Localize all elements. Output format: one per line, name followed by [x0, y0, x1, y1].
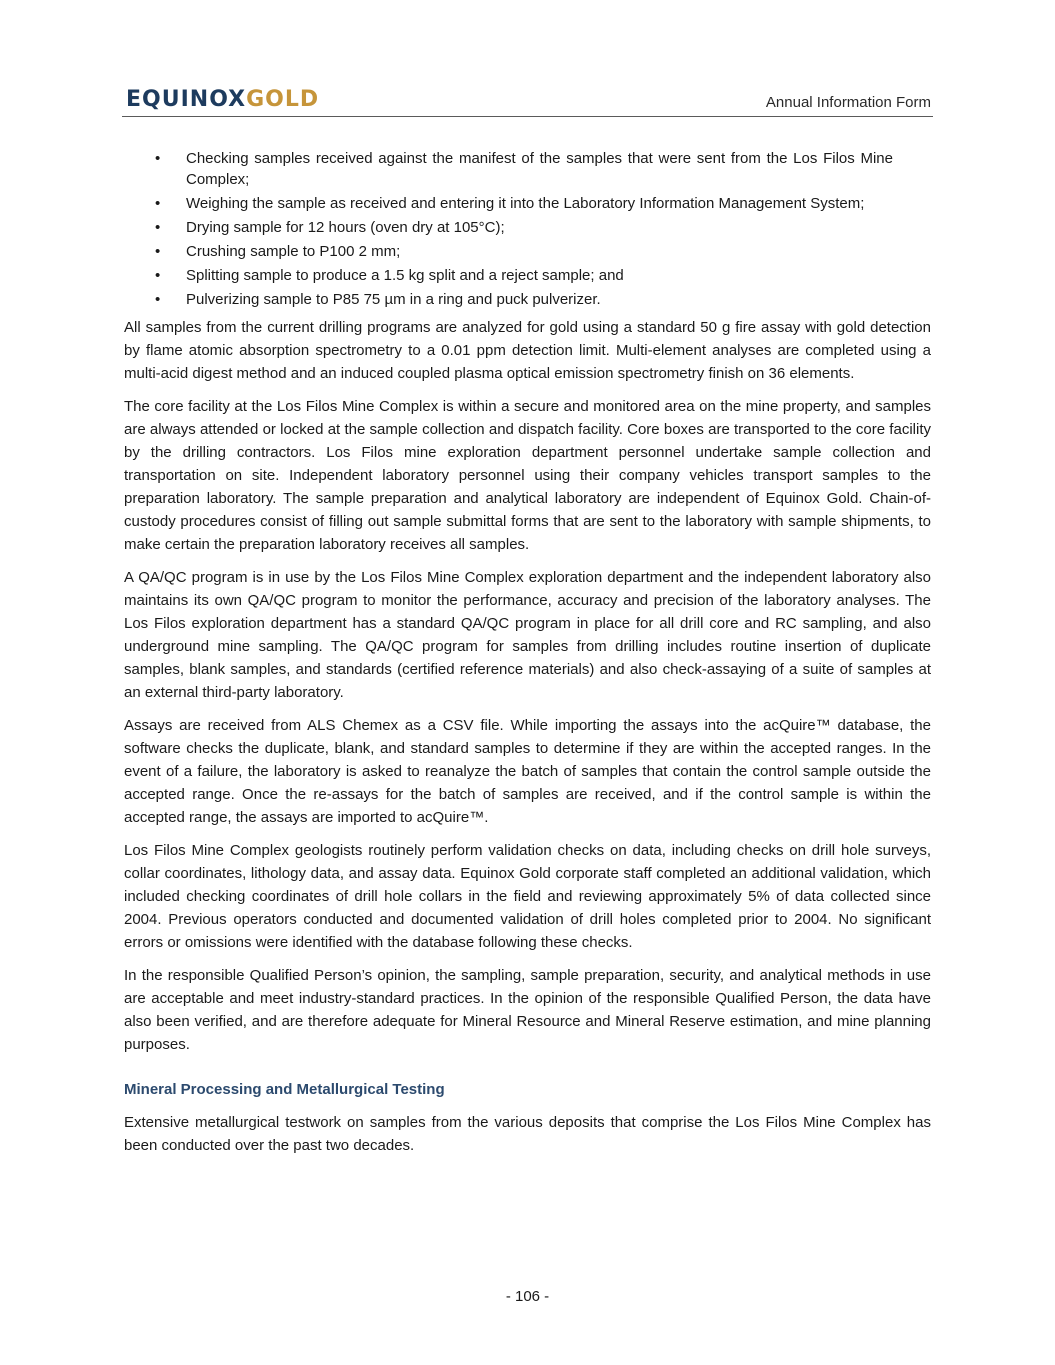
bullet-icon: • [155, 243, 161, 260]
company-logo [126, 87, 319, 112]
list-item: • Crushing sample to P100 2 mm; [155, 243, 401, 260]
list-item: • Drying sample for 12 hours (oven dry at 105°C); [155, 219, 505, 236]
document-title: Annual Information Form [765, 94, 931, 111]
page-number: - 106 - [505, 1288, 550, 1305]
list-item: • Weighing the sample as received and entering it into the Laboratory Information Management System; [155, 195, 865, 212]
page-body [124, 148, 931, 1167]
list-item: • Pulverizing sample to P85 75 µm in a ring and puck pulverizer. [155, 291, 601, 308]
logo-text-equinox: EQUINOX [126, 87, 247, 112]
bullet-list [124, 148, 931, 310]
logo-text-gold: GOLD [246, 87, 320, 112]
section-heading: Mineral Processing and Metallurgical Testing [124, 1081, 445, 1098]
list-item: • Checking samples received against the manifest of the samples that were sent from the Los Filos Mine Complex; [155, 150, 893, 188]
bullet-icon: • [155, 219, 161, 236]
paragraph-qaqc-program: A QA/QC program is in use by the Los Filos Mine Complex exploration department and the independent laboratory also maintains its own QA/QC program to monitor the performance, accuracy and precision of the laboratory analyses. The Los Filos exploration department has a standard QA/QC program in place for all drill core and RC sampling, and also underground mine sampling. The QA/QC program for samples from drilling includes routine insertion of duplicate samples, blank samples, and standards (certified reference materials) and also check-assaying of a suite of samples at an external third-party laboratory. [124, 569, 931, 701]
paragraph-validation-checks: Los Filos Mine Complex geologists routinely perform validation checks on data, including checks on drill hole surveys, collar coordinates, lithology data, and assay data. Equinox Gold corporate staff completed an additional validation, which included checking coordinates of drill hole collars in the field and reviewing approximately 5% of data collected since 2004. Previous operators conducted and documented validation of drill holes completed prior to 2004. No significant errors or omissions were identified with the database following these checks. [124, 842, 931, 951]
list-item: • Splitting sample to produce a 1.5 kg split and a reject sample; and [155, 267, 624, 284]
bullet-icon: • [155, 150, 161, 167]
paragraph-qp-opinion: In the responsible Qualified Person’s opinion, the sampling, sample preparation, security, and analytical methods in use are acceptable and meet industry-standard practices. In the opinion of the responsible Qualified Person, the data have also been verified, and are therefore adequate for Mineral Resource and Mineral Reserve estimation, and mine planning purposes. [124, 967, 931, 1053]
page-header [122, 86, 933, 117]
paragraph-metallurgical-testwork: Extensive metallurgical testwork on samples from the various deposits that comprise the Los Filos Mine Complex has been conducted over the past two decades. [124, 1114, 931, 1154]
paragraph-core-facility: The core facility at the Los Filos Mine Complex is within a secure and monitored area on the mine property, and samples are always attended or locked at the sample collection and dispatch facility. Core boxes are transported to the core facility by the drilling contractors. Los Filos mine exploration department personnel undertake sample collection and transportation on site. Independent laboratory personnel using their company vehicles transport samples to the preparation laboratory. The sample preparation and analytical laboratory are independent of Equinox Gold. Chain-of-custody procedures consist of filling out sample submittal forms that are sent to the laboratory with sample shipments, to make certain the preparation laboratory receives all samples. [124, 398, 931, 553]
paragraph-assay-import: Assays are received from ALS Chemex as a CSV file. While importing the assays into the acQuire™ database, the software checks the duplicate, blank, and standard samples to determine if they are within the accepted ranges. In the event of a failure, the laboratory is asked to reanalyze the batch of samples that contain the control sample outside the accepted range. Once the re-assays for the batch of samples are received, and if the control sample is within the accepted range, the assays are imported to acQuire™. [124, 717, 931, 826]
bullet-icon: • [155, 267, 161, 284]
bullet-icon: • [155, 291, 161, 308]
paragraph-assay-methods: All samples from the current drilling programs are analyzed for gold using a standard 50 g fire assay with gold detection by flame atomic absorption spectrometry to a 0.01 ppm detection limit. Multi-element analyses are completed using a multi-acid digest method and an induced coupled plasma optical emission spectrometry finish on 36 elements. [124, 319, 931, 382]
bullet-icon: • [155, 195, 161, 212]
